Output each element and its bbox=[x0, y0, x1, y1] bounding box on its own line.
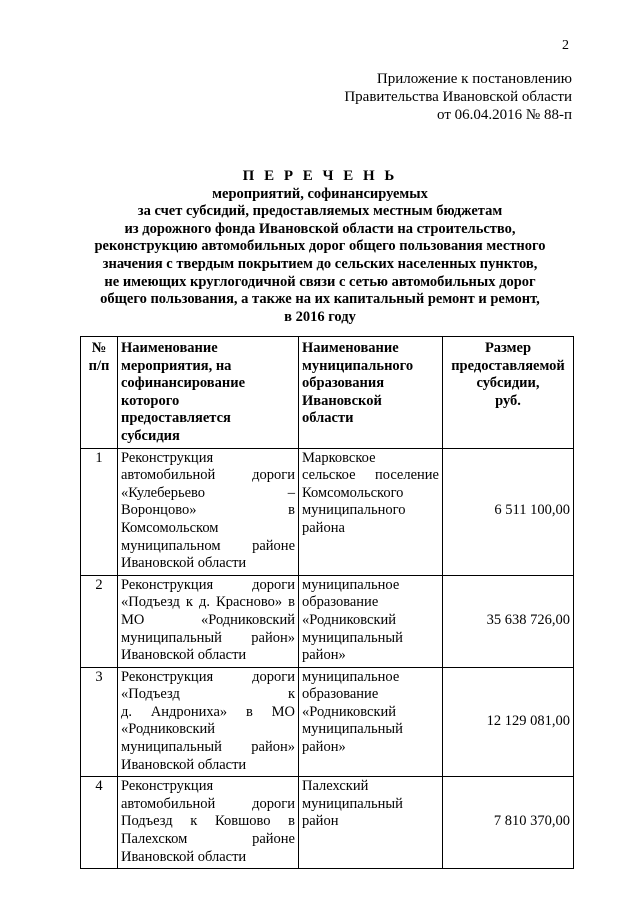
header-line: мероприятия, на bbox=[121, 357, 232, 374]
document-title: П Е Р Е Ч Е Н Ь bbox=[242, 168, 398, 184]
header-number bbox=[81, 337, 118, 449]
appendix-line: Правительства Ивановской области bbox=[344, 89, 572, 105]
row-number: 3 bbox=[81, 667, 118, 777]
cell-line: района bbox=[302, 519, 345, 536]
cell-line: д. Андрониха» в МО bbox=[121, 703, 295, 720]
appendix-block bbox=[344, 70, 572, 124]
page-number: 2 bbox=[562, 38, 569, 53]
cell-line: «Подъезд к bbox=[121, 686, 295, 703]
cell-line: «Подъезд к д. Красново» в bbox=[121, 594, 295, 611]
cell-line: район» bbox=[302, 647, 346, 664]
cell-line: образование bbox=[302, 686, 379, 703]
heading-line: значения с твердым покрытием до сельских населенных пунктов, bbox=[102, 255, 538, 272]
heading-line: реконструкцию автомобильных дорог общего пользования местного bbox=[94, 238, 546, 255]
header-line: предоставляемой bbox=[451, 357, 565, 374]
header-line: п/п bbox=[88, 357, 110, 374]
event-name-cell bbox=[118, 448, 299, 575]
header-line: области bbox=[302, 410, 354, 427]
table-header-row bbox=[81, 337, 574, 449]
municipality-cell bbox=[299, 667, 443, 777]
header-line: муниципального bbox=[302, 357, 414, 374]
municipality-cell bbox=[299, 777, 443, 869]
cell-line: муниципальный район» bbox=[121, 739, 295, 756]
cell-line: Реконструкция дороги bbox=[121, 668, 295, 685]
cell-line: автомобильной дороги bbox=[121, 467, 295, 484]
table-row bbox=[81, 667, 574, 777]
cell-line: Реконструкция bbox=[121, 449, 214, 466]
heading-line: общего пользования, а также на их капитальный ремонт и ремонт, bbox=[100, 291, 540, 308]
cell-line: район» bbox=[302, 739, 346, 756]
table-body bbox=[81, 448, 574, 869]
heading-line: в 2016 году bbox=[284, 308, 356, 325]
header-amount bbox=[443, 337, 574, 449]
cell-line: Ивановской области bbox=[121, 647, 247, 664]
header-line: Размер bbox=[484, 340, 532, 356]
header-line: субсидия bbox=[121, 427, 180, 444]
amount-cell: 7 810 370,00 bbox=[443, 777, 574, 869]
header-line: Наименование bbox=[121, 340, 218, 356]
amount-cell: 35 638 726,00 bbox=[443, 575, 574, 667]
event-name-cell bbox=[118, 777, 299, 869]
cell-line: Ивановской области bbox=[121, 756, 247, 773]
cell-line: Воронцово» в bbox=[121, 502, 295, 519]
municipality-cell bbox=[299, 575, 443, 667]
amount-cell: 12 129 081,00 bbox=[443, 667, 574, 777]
cell-line: Комсомольского bbox=[302, 484, 404, 501]
cell-line: муниципальный bbox=[302, 629, 403, 646]
cell-line: Реконструкция bbox=[121, 778, 214, 795]
header-line: предоставляется bbox=[121, 410, 231, 427]
heading-line: из дорожного фонда Ивановской области на строительство, bbox=[124, 220, 516, 237]
appendix-line: от 06.04.2016 № 88-п bbox=[437, 107, 572, 123]
cell-line: Ивановской области bbox=[121, 555, 247, 572]
cell-line: образование bbox=[302, 594, 379, 611]
cell-line: Комсомольском bbox=[121, 519, 219, 536]
cell-line: Ивановской области bbox=[121, 848, 247, 865]
subsidy-table bbox=[80, 336, 574, 869]
cell-line: Палехском районе bbox=[121, 831, 295, 848]
cell-line: муниципальный район» bbox=[121, 629, 295, 646]
cell-line: автомобильной дороги bbox=[121, 795, 295, 812]
cell-line: «Родниковский bbox=[121, 721, 216, 738]
amount-cell: 6 511 100,00 bbox=[443, 448, 574, 575]
header-line: Наименование bbox=[302, 340, 399, 356]
header-line: № bbox=[91, 340, 107, 356]
cell-line: МО «Родниковский bbox=[121, 611, 295, 628]
heading-line: мероприятий, софинансируемых bbox=[212, 185, 428, 202]
cell-line: муниципальном районе bbox=[121, 537, 295, 554]
municipality-cell bbox=[299, 448, 443, 575]
heading-line: не имеющих круглогодичной связи с сетью автомобильных дорог bbox=[104, 273, 536, 290]
cell-line: Марковское bbox=[302, 449, 376, 466]
header-line: софинансирование bbox=[121, 375, 246, 392]
cell-line: муниципальный bbox=[302, 795, 403, 812]
cell-line: муниципальное bbox=[302, 668, 400, 685]
header-line: которого bbox=[121, 392, 180, 409]
row-number: 1 bbox=[81, 448, 118, 575]
row-number: 2 bbox=[81, 575, 118, 667]
header-line: Ивановской bbox=[302, 392, 382, 409]
header-line: субсидии, bbox=[476, 375, 540, 392]
event-name-cell bbox=[118, 575, 299, 667]
cell-line: «Родниковский bbox=[302, 703, 397, 720]
cell-line: сельское поселение bbox=[302, 467, 439, 484]
table-row bbox=[81, 448, 574, 575]
cell-line: «Родниковский bbox=[302, 611, 397, 628]
cell-line: муниципальное bbox=[302, 576, 400, 593]
cell-line: муниципальный bbox=[302, 721, 403, 738]
document-heading bbox=[60, 168, 580, 326]
cell-line: «Кулеберьево – bbox=[121, 484, 295, 501]
table-row bbox=[81, 575, 574, 667]
event-name-cell bbox=[118, 667, 299, 777]
appendix-line: Приложение к постановлению bbox=[376, 71, 572, 87]
cell-line: Палехский bbox=[302, 778, 369, 795]
header-line: образования bbox=[302, 375, 385, 392]
cell-line: Реконструкция дороги bbox=[121, 576, 295, 593]
header-municipality bbox=[299, 337, 443, 449]
cell-line: муниципального bbox=[302, 502, 406, 519]
heading-line: за счет субсидий, предоставляемых местным бюджетам bbox=[137, 203, 503, 220]
header-event-name bbox=[118, 337, 299, 449]
header-line: руб. bbox=[495, 392, 521, 409]
cell-line: район bbox=[302, 813, 339, 830]
table-row bbox=[81, 777, 574, 869]
cell-line: Подъезд к Ковшово в bbox=[121, 813, 295, 830]
row-number: 4 bbox=[81, 777, 118, 869]
